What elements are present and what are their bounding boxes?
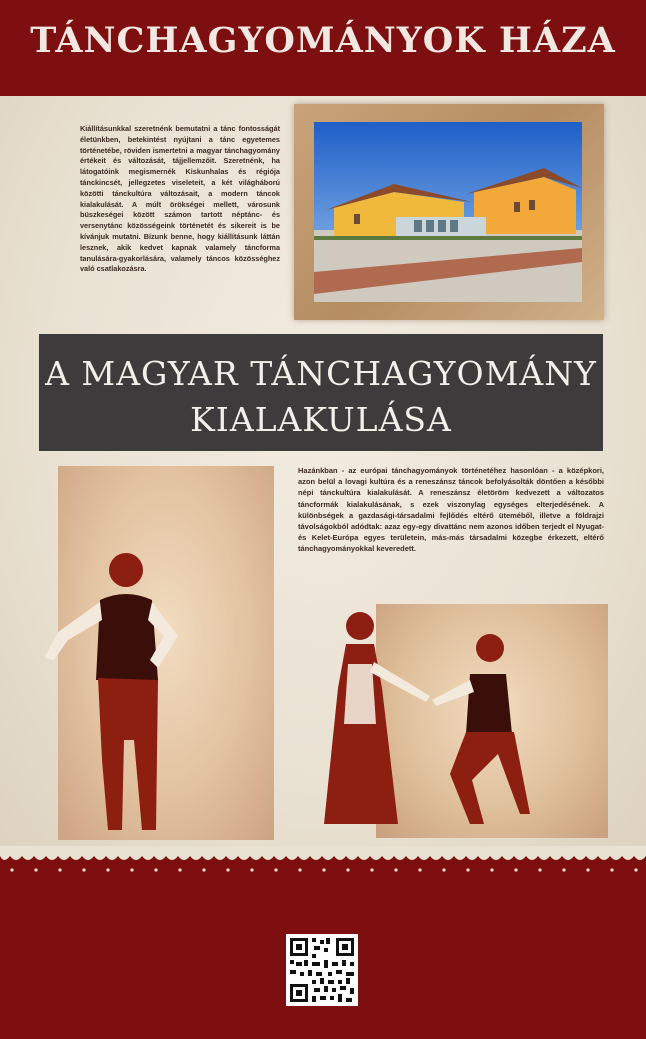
header-bar <box>0 0 646 96</box>
section-body-text: Hazánkban - az európai tánchagyományok történetéhez hasonlóan - a középkori, azon belül a lovagi kultúra és a reneszánsz táncok befolyásolták döntően a későbbi népi tánckultúra kialakulását. A reneszánsz életöröm kedvezett a változatos táncformák kialakulásának, s ezek viszonylag egységes elterjedésének. A különbségek a gazdasági-társadalmi fejlődés eltérő üteméből, illetve a földrajzi távolságokból adódtak: azaz egy-egy divattánc nem azonos időben terjedt el Nyugat- és Kelet-Európa egyes területein, más-más társadalmi közegbe érkezett, eltérő tánchagyományokkal keveredett. <box>298 466 604 554</box>
building-photo <box>314 122 582 302</box>
section-banner <box>39 334 603 451</box>
banner-title-line-2: KIALAKULÁSA <box>190 400 452 439</box>
qr-code-icon <box>286 934 358 1006</box>
male-dancer-figure <box>38 540 188 840</box>
page-title: TÁNCHAGYOMÁNYOK HÁZA <box>30 20 616 61</box>
intro-text: Kiállításunkkal szeretnénk bemutatni a tánc fontosságát életünkben, betekintést nyújtani a tánc egyetemes történetébe, röviden ismertetni a magyar tánchagyomány értékeit és változását, tájjellemzőit. Szeretnénk, ha látogatóink megismernék Kiskunhalas és régiója tánckincsét, jellegzetes viseleteit, a két világháború közötti tánckultúra változásait, a modern táncok kialakulását. A múlt örökségei mellett, városunk büszkeségei között számon tartott néptánc- és versenytánc közösségeink történetét és sikereit is be kívánjuk mutatni. Bízunk benne, hogy kiállításunk láttán lesznek, akik kedvet kapnak valamely táncforma tanulására-gyakorlására, valamely táncos közösséghez való csatlakozásra. <box>80 124 280 274</box>
banner-title-line-1: A MAGYAR TÁNCHAGYOMÁNY <box>45 354 597 393</box>
qr-code[interactable] <box>286 934 358 1006</box>
building-photo-frame <box>294 104 604 320</box>
couple-dancers-figure <box>320 604 530 840</box>
lace-border <box>0 846 646 886</box>
